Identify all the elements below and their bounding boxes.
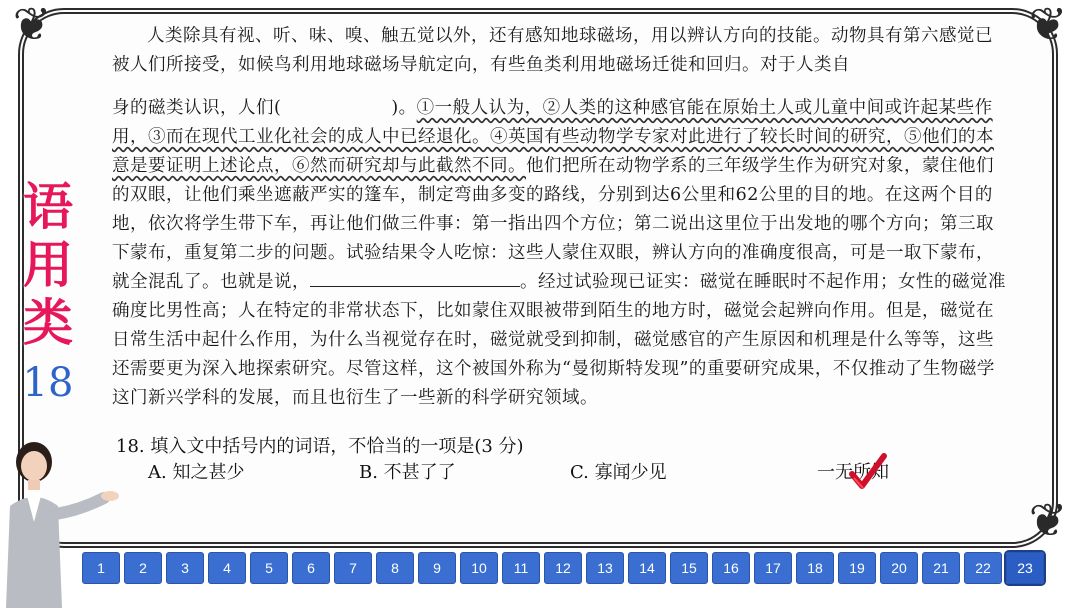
answer-options (148, 458, 1028, 484)
page-button-18[interactable]: 18 (796, 552, 834, 584)
wavy-underlined-text: ①一般人认为，②人类的这种感官能在原始土人或儿童中间或许起某些作用，③而在现代工业化社会的成人中已经退化。④英国有些动物学专家对此进行了较长时间的研究，⑤他们的本意是要证明上述论点，⑥然而研究却与此截然不同。 (112, 98, 994, 176)
page-button-1[interactable]: 1 (82, 552, 120, 584)
page-button-13[interactable]: 13 (586, 552, 624, 584)
passage-line2-before: 身的磁类认识，人们( (112, 98, 282, 118)
option-b[interactable]: B. 不甚了了 (359, 462, 456, 483)
page-button-16[interactable]: 16 (712, 552, 750, 584)
page-button-12[interactable]: 12 (544, 552, 582, 584)
page-button-9[interactable]: 9 (418, 552, 456, 584)
reading-passage (112, 22, 1006, 413)
page-button-4[interactable]: 4 (208, 552, 246, 584)
page-button-15[interactable]: 15 (670, 552, 708, 584)
page-button-8[interactable]: 8 (376, 552, 414, 584)
ornament-corner-icon: ❦ (1028, 493, 1068, 547)
passage-line3: 他们把所在动物学系的三年级学生作为研究对象，蒙住他们的双眼，让他们乘坐遮蔽严实的篷车，制定弯曲多变的路线，分别到达6公里和62公里的目的地。在这两个目的地，依次将学生带下车，再让他们做三件事：第一指出四个方位；第二说出这里位于出发地的哪个方向；第三取下蒙布，重复第二步的问题。试验结果令人吃惊：这些人蒙住双眼，辨认方向的准确度很高，可是一取下蒙布，就全混乱了。也就是说， (112, 156, 994, 292)
page-button-3[interactable]: 3 (166, 552, 204, 584)
section-title-char: 语 (23, 178, 73, 236)
option-c[interactable]: C. 寡闻少见 (570, 462, 667, 483)
page-button-22[interactable]: 22 (964, 552, 1002, 584)
ornament-corner-icon: ❦ (1028, 0, 1068, 51)
section-title-char: 用 (23, 236, 73, 294)
option-d[interactable]: 一无所知 (817, 462, 889, 483)
fill-blank-line (310, 268, 520, 287)
passage-line2-after: )。 (391, 98, 417, 118)
passage-line3-end: 。 (520, 272, 538, 292)
passage-paragraph-2 (112, 94, 1006, 413)
ornament-corner-icon: ❦ (12, 0, 52, 51)
page-button-7[interactable]: 7 (334, 552, 372, 584)
page-button-23[interactable]: 23 (1006, 552, 1044, 584)
passage-line4: 经过试验现已证实：磁觉在睡眠时不起作用；女性的磁觉准确度比男性高；人在特定的非常状态下，比如蒙住双眼被带到陌生的地方时，磁觉会起辨向作用。但是，磁觉在日常生活中起什么作用，为什么当视觉存在时，磁觉就受到抑制，磁觉感官的产生原因和机理是什么等等，这些还需要更为深入地探索研究。尽管这样，这个被国外称为“曼彻斯特发现”的重要研究成果，不仅推动了生物磁学这门新兴学科的发展，而且也衍生了一些新的科学研究领域。 (112, 272, 1006, 408)
page-navigation (82, 552, 1050, 586)
page-button-11[interactable]: 11 (502, 552, 540, 584)
page-button-21[interactable]: 21 (922, 552, 960, 584)
option-a[interactable]: A. 知之甚少 (148, 462, 245, 483)
question-stem: 18. 填入文中括号内的词语，不恰当的一项是(3 分) (116, 436, 524, 457)
page-button-20[interactable]: 20 (880, 552, 918, 584)
page-button-5[interactable]: 5 (250, 552, 288, 584)
page-button-14[interactable]: 14 (628, 552, 666, 584)
check-mark-icon (848, 452, 888, 492)
question-number-label: 18 (22, 360, 74, 406)
page-button-17[interactable]: 17 (754, 552, 792, 584)
section-title (18, 178, 78, 352)
page-button-6[interactable]: 6 (292, 552, 330, 584)
passage-paragraph-1: 人类除具有视、听、味、嗅、触五觉以外，还有感知地球磁场，用以辨认方向的技能。动物具有第六感觉已被人们所接受，如候鸟利用地球磁场导航定向，有些鱼类利用地磁场迁徙和回归。对于人类自 (112, 26, 993, 75)
page-button-19[interactable]: 19 (838, 552, 876, 584)
page-button-10[interactable]: 10 (460, 552, 498, 584)
page-button-2[interactable]: 2 (124, 552, 162, 584)
section-title-char: 类 (23, 294, 73, 352)
